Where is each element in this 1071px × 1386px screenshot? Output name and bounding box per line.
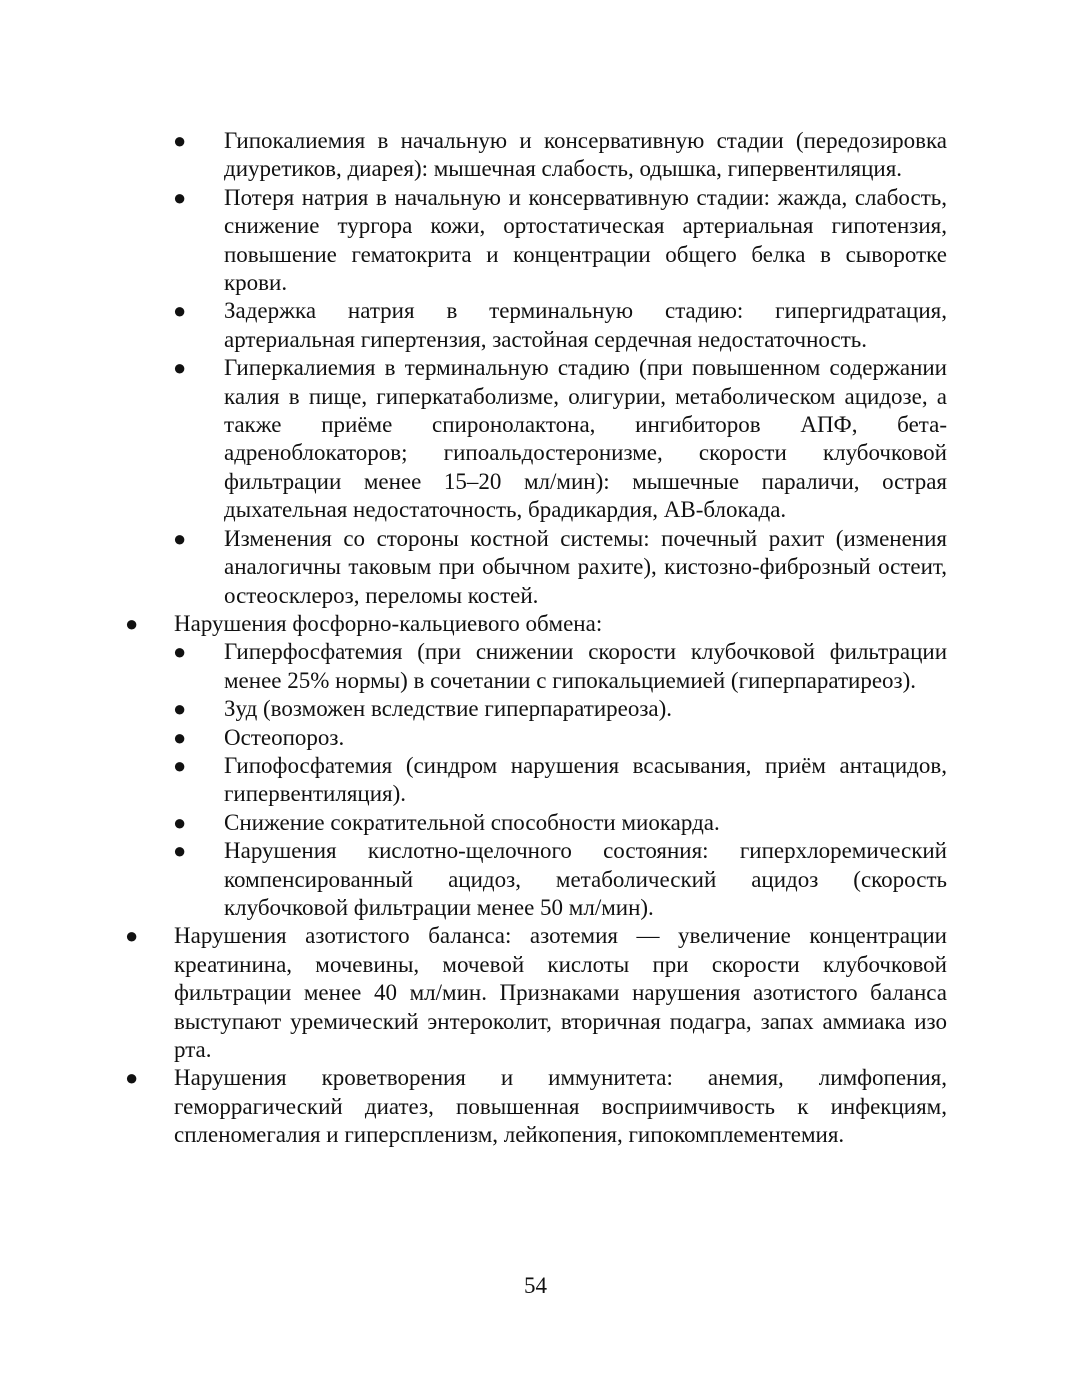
bullet-icon: ● [173, 838, 187, 864]
list-item-text: Гиперфосфатемия (при снижении скорости клубочковой фильтрации менее 25% нормы) в сочетании с гипокальциемией (гиперпаратиреоз). [224, 639, 947, 693]
bullet-icon: ● [173, 696, 187, 722]
bullet-icon: ● [173, 184, 187, 210]
list-item [125, 837, 947, 922]
list-item [125, 752, 947, 809]
list-item [125, 525, 947, 610]
list-item-heading [125, 922, 947, 1064]
list-item-heading [125, 1064, 947, 1149]
list-item [125, 184, 947, 298]
list-item-heading [125, 610, 947, 638]
list-item [125, 354, 947, 524]
list-item-text: Задержка натрия в терминальную стадию: гипергидратация, артериальная гипертензия, застойная сердечная недостаточность. [224, 298, 947, 352]
bullet-icon: ● [173, 298, 187, 324]
bullet-icon: ● [173, 128, 187, 153]
page-content [125, 127, 947, 1150]
list-item-text: Потеря натрия в начальную и консервативную стадии: жажда, слабость, снижение тургора кожи, ортостатическая артериальная гипотензия, повышение гематокрита и концентрации общего белка в сыворотке крови. [224, 184, 947, 296]
list-item-text: Гиперкалиемия в терминальную стадию (при повышенном содержании калия в пище, гиперкатаболизме, олигурии, метаболическом ацидозе, а также приёме спиронолактона, ингибиторов АПФ, бета-адреноблокаторов; гипоальдостеронизме, скорости клубочковой фильтрации менее 15–20 мл/мин): мышечные параличи, острая дыхательная недостаточность, брадикардия, АВ-блокада. [224, 355, 947, 523]
bullet-icon: ● [125, 923, 139, 949]
bullet-icon: ● [173, 355, 187, 381]
list-item-text: Нарушения кроветворения и иммунитета: анемия, лимфопения, геморрагический диатез, повышенная восприимчивость к инфекциям, спленомегалия и гиперспленизм, лейкопения, гипокомплементемия. [174, 1065, 947, 1148]
list-item-text: Нарушения кислотно-щелочного состояния: гиперхлоремический компенсированный ацидоз, метаболический ацидоз (скорость клубочковой фильтрации менее 50 мл/мин). [224, 838, 947, 920]
list-item [125, 724, 947, 752]
bullet-icon: ● [125, 610, 139, 636]
bullet-icon: ● [173, 809, 187, 835]
bullet-icon: ● [173, 639, 187, 665]
list-item-text: Зуд (возможен вследствие гиперпаратиреоза). [224, 696, 673, 722]
list-item-text: Изменения со стороны костной системы: почечный рахит (изменения аналогичны таковым при обычном рахите), кистозно-фиброзный остеит, остеосклероз, переломы костей. [224, 525, 947, 608]
bullet-icon: ● [173, 752, 187, 778]
list-item-text: Нарушения фосфорно-кальциевого обмена: [174, 610, 603, 636]
list-item [125, 638, 947, 695]
list-item-text: Снижение сократительной способности миокарда. [224, 809, 720, 835]
list-item-text: Нарушения азотистого баланса: азотемия — увеличение концентрации креатинина, мочевины, мочевой кислоты при скорости клубочковой фильтрации менее 40 мл/мин. Признаками нарушения азотистого баланса выступают уремический энтероколит, вторичная подагра, запах аммиака изо рта. [174, 923, 947, 1062]
bullet-icon: ● [125, 1065, 139, 1091]
list-item [125, 127, 947, 184]
page-number: 54 [524, 1273, 547, 1298]
list-item [125, 809, 947, 837]
list-item [125, 695, 947, 723]
bullet-icon: ● [173, 724, 187, 750]
bullet-icon: ● [173, 525, 187, 551]
list-item [125, 297, 947, 354]
list-item-text: Остеопороз. [224, 724, 345, 750]
list-item-text: Гипокалиемия в начальную и консервативную стадии (передозировка диуретиков, диарея): мышечная слабость, одышка, гипервентиляция. [224, 128, 947, 182]
list-item-text: Гипофосфатемия (синдром нарушения всасывания, приём антацидов, гипервентиляция). [224, 752, 947, 807]
